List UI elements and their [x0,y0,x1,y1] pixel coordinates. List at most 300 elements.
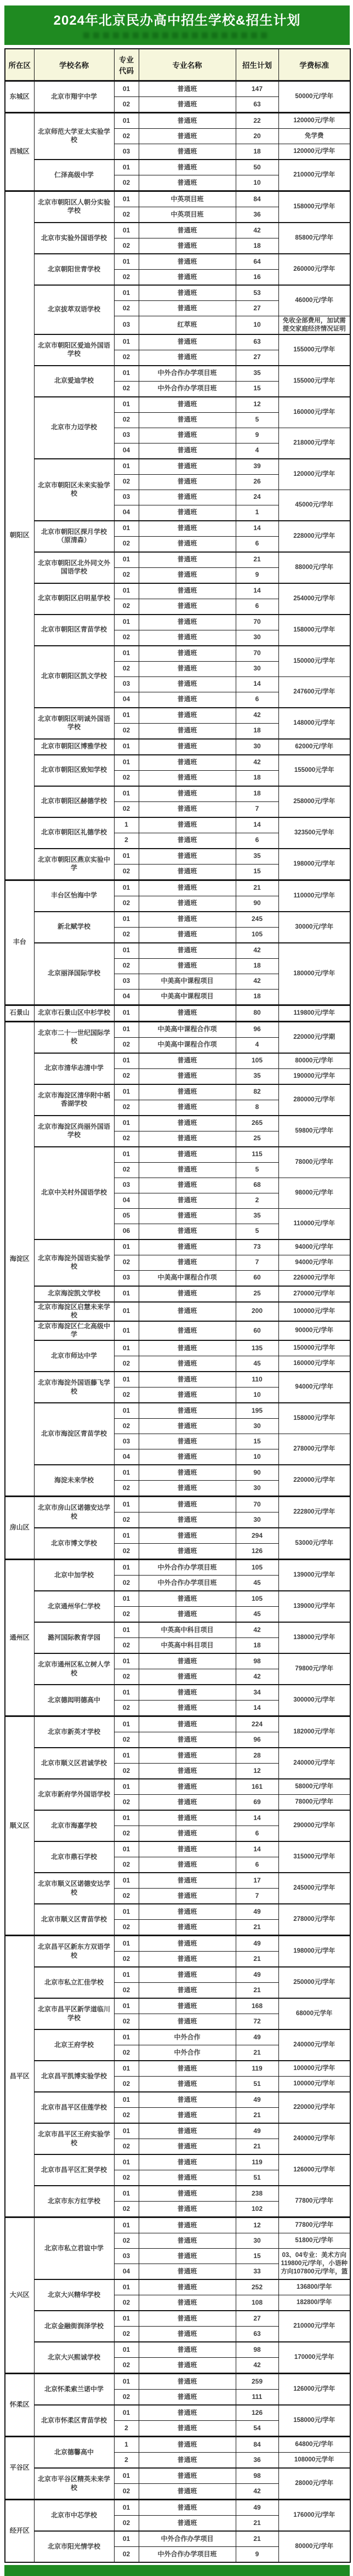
major-name-cell: 普通班 [139,521,236,537]
school-name-cell: 北京市新英才学校 [34,1716,114,1748]
tuition-cell: 158000元/学年 [278,1403,350,1434]
enrollment-plan-cell: 42 [236,974,278,989]
table-row [5,2342,350,2358]
major-code-cell: 02 [114,269,139,285]
major-code-cell: 02 [114,207,139,223]
major-name-cell: 普通班 [139,1748,236,1764]
major-name-cell: 普通班 [139,1653,236,1669]
enrollment-plan-cell: 98 [236,2342,278,2358]
tuition-cell: 240000元/学年 [278,1748,350,1779]
tuition-cell: 270000元/学年 [278,1286,350,1302]
major-name-cell: 普通班 [139,2217,236,2233]
major-code-cell: 01 [114,2186,139,2202]
school-name-cell: 仁泽高级中学 [34,160,114,191]
enrollment-table-body [5,81,350,2562]
col-header-plan: 招生计划 [236,49,278,81]
major-name-cell: 普通班 [139,285,236,301]
major-name-cell: 普通班 [139,2061,236,2077]
major-code-cell: 02 [114,2233,139,2249]
table-row [5,2374,350,2390]
footer-bar [4,2565,350,2576]
enrollment-plan-cell: 70 [236,615,278,630]
enrollment-plan-cell: 14 [236,1841,278,1857]
major-name-cell: 普通班 [139,334,236,350]
enrollment-plan-cell: 45 [236,1356,278,1372]
table-row [5,191,350,207]
major-code-cell: 02 [114,2295,139,2311]
major-name-cell: 中美高中课程项目 [139,974,236,989]
tuition-cell: 94000元/学年 [278,1255,350,1270]
table-row [5,2500,350,2516]
major-code-cell: 01 [114,223,139,238]
major-name-cell: 普通班 [139,552,236,568]
table-row [5,1936,350,1952]
enrollment-plan-cell: 49 [236,2500,278,2516]
school-name-cell: 丰台区怡海中学 [34,880,114,912]
enrollment-plan-cell: 2 [236,1193,278,1208]
school-name-cell: 北京市顺义区君诚学校 [34,1748,114,1779]
major-code-cell: 02 [114,1669,139,1685]
enrollment-plan-cell: 63 [236,2327,278,2342]
major-name-cell: 普通班 [139,128,236,144]
major-name-cell: 普通班 [139,1826,236,1842]
table-row [5,615,350,630]
enrollment-plan-cell: 18 [236,1638,278,1654]
major-code-cell: 02 [114,2547,139,2563]
tuition-cell: 100000元/学年 [278,1302,350,1321]
major-code-cell: 01 [114,552,139,568]
major-name-cell: 中美高中课程合作项 [139,1270,236,1286]
tuition-cell: 182000元/学年 [278,1716,350,1748]
major-name-cell: 普通班 [139,2342,236,2358]
major-name-cell: 中外合作 [139,2045,236,2061]
major-code-cell: 02 [114,2077,139,2092]
enrollment-plan-cell: 6 [236,1857,278,1873]
major-name-cell: 普通班 [139,412,236,428]
major-code-cell: 03 [114,316,139,334]
enrollment-plan-cell: 108 [236,2295,278,2311]
tuition-cell: 50000元/学年 [278,81,350,112]
major-code-cell: 03 [114,428,139,443]
major-code-cell: 02 [114,1764,139,1779]
major-name-cell: 普通班 [139,2264,236,2280]
page [0,5,353,2576]
tuition-cell: 110000元/学年 [278,880,350,912]
major-code-cell: 01 [114,1116,139,1131]
major-name-cell: 普通班 [139,1920,236,1936]
enrollment-plan-cell: 35 [236,1208,278,1224]
enrollment-plan-cell: 21 [236,552,278,568]
district-cell: 海淀区 [5,1021,34,1496]
enrollment-plan-cell: 49 [236,1967,278,1983]
tuition-cell: 30000元/学年 [278,912,350,943]
enrollment-plan-cell: 39 [236,459,278,475]
enrollment-plan-cell: 49 [236,2029,278,2045]
major-code-cell: 01 [114,160,139,175]
tuition-cell: 158000元/学年 [278,191,350,223]
school-name-cell: 北京金融街润泽学校 [34,2311,114,2342]
major-name-cell: 普通班 [139,459,236,475]
enrollment-plan-cell: 21 [236,1952,278,1967]
enrollment-plan-cell: 42 [236,223,278,238]
enrollment-plan-cell: 21 [236,2045,278,2061]
enrollment-plan-cell: 30 [236,1419,278,1434]
major-name-cell: 普通班 [139,1685,236,1701]
enrollment-plan-cell: 238 [236,2186,278,2202]
major-name-cell: 普通班 [139,1967,236,1983]
major-code-cell: 01 [114,708,139,724]
major-name-cell: 普通班 [139,583,236,599]
major-code-cell: 02 [114,2358,139,2374]
major-code-cell: 2 [114,833,139,849]
major-name-cell: 普通班 [139,2139,236,2155]
major-code-cell: 03 [114,1434,139,1449]
school-name-cell: 北京市朝阳区赫德学校 [34,786,114,817]
table-row [5,1084,350,1100]
col-header-tuition: 学费标准 [278,49,350,81]
enrollment-plan-cell: 6 [236,536,278,552]
major-name-cell: 中美高中课程项目 [139,989,236,1005]
major-code-cell: 02 [114,630,139,646]
tuition-cell: 150000元/学年 [278,1340,350,1356]
school-name-cell: 北京朝阳世青学校 [34,254,114,285]
major-name-cell: 普通班 [139,1068,236,1084]
enrollment-plan-cell: 21 [236,1920,278,1936]
table-row [5,880,350,896]
table-row [5,2123,350,2139]
enrollment-plan-cell: 17 [236,1873,278,1889]
major-name-cell: 普通班 [139,880,236,896]
major-name-cell: 普通班 [139,223,236,238]
major-code-cell: 02 [114,128,139,144]
enrollment-plan-cell: 30 [236,661,278,676]
tuition-cell: 139000元/学年 [278,1560,350,1591]
school-name-cell: 北京市新府学外国语学校 [34,1779,114,1810]
major-code-cell: 01 [114,2061,139,2077]
enrollment-plan-cell: 72 [236,2014,278,2030]
enrollment-plan-cell: 30 [236,1481,278,1497]
major-name-cell: 普通班 [139,1131,236,1147]
major-code-cell: 02 [114,350,139,366]
tuition-cell: 免收全部费用，加试需提交家庭经济情况证明 [278,316,350,334]
major-name-cell: 普通班 [139,397,236,413]
enrollment-plan-cell: 51 [236,2077,278,2092]
major-name-cell: 普通班 [139,1591,236,1607]
enrollment-plan-cell: 30 [236,739,278,755]
tuition-cell: 150000元/学年 [278,646,350,677]
tuition-cell: 120000元/学年 [278,112,350,128]
major-name-cell: 普通班 [139,1795,236,1811]
major-name-cell: 普通班 [139,1208,236,1224]
major-name-cell: 普通班 [139,2453,236,2469]
major-code-cell: 02 [114,958,139,974]
major-code-cell: 01 [114,1372,139,1387]
major-name-cell: 普通班 [139,2295,236,2311]
major-code-cell: 02 [114,1952,139,1967]
school-name-cell: 北京市昌平区佳莲学校 [34,2092,114,2123]
enrollment-plan-cell: 14 [236,583,278,599]
enrollment-plan-cell: 35 [236,1068,278,1084]
tuition-cell: 158000元/学年 [278,615,350,646]
major-code-cell: 03 [114,1178,139,1193]
school-name-cell: 北京通州华仁学校 [34,1591,114,1622]
tuition-cell: 77800元/学年 [278,2217,350,2233]
major-code-cell: 01 [114,1841,139,1857]
major-code-cell: 02 [114,381,139,397]
school-name-cell: 北京市顺义区诺德安达学校 [34,1873,114,1904]
school-name-cell: 北京市清华志清中学 [34,1053,114,1084]
table-row [5,334,350,350]
major-name-cell: 普通班 [139,2468,236,2484]
major-code-cell: 02 [114,300,139,316]
enrollment-plan-cell: 18 [236,144,278,160]
school-name-cell: 北京市博文学校 [34,1528,114,1560]
major-name-cell: 普通班 [139,770,236,786]
table-row [5,552,350,568]
table-row [5,1779,350,1795]
major-code-cell: 05 [114,1208,139,1224]
major-name-cell: 普通班 [139,1841,236,1857]
major-code-cell: 02 [114,2327,139,2342]
major-code-cell: 01 [114,191,139,207]
major-code-cell: 01 [114,2500,139,2516]
major-name-cell: 普通班 [139,708,236,724]
tuition-cell: 03、04专业：美术方向119800元/学年，小语种方向107800元/学年，篮 [278,2249,350,2280]
major-code-cell: 02 [114,1419,139,1434]
tuition-cell: 100000元/学年 [278,2077,350,2092]
enrollment-plan-cell: 12 [236,2217,278,2233]
enrollment-plan-cell: 18 [236,770,278,786]
major-name-cell: 普通班 [139,646,236,662]
major-code-cell: 01 [114,1286,139,1302]
tuition-cell: 220000元/学年 [278,2092,350,2123]
major-code-cell: 01 [114,786,139,802]
major-name-cell: 普通班 [139,2374,236,2390]
district-cell: 怀柔区 [5,2374,34,2437]
major-name-cell: 红萃班 [139,316,236,334]
enrollment-plan-cell: 30 [236,630,278,646]
major-name-cell: 普通班 [139,801,236,817]
enrollment-plan-cell: 36 [236,2453,278,2469]
major-name-cell: 中英项目班 [139,207,236,223]
major-code-cell: 01 [114,1904,139,1920]
enrollment-plan-cell: 4 [236,443,278,459]
major-name-cell: 普通班 [139,567,236,583]
major-name-cell: 普通班 [139,1497,236,1512]
enrollment-plan-cell: 16 [236,269,278,285]
major-code-cell: 04 [114,2264,139,2280]
major-name-cell: 普通班 [139,2358,236,2374]
school-name-cell: 北京市朝阳区明诚外国语学校 [34,708,114,739]
tuition-cell: 218000元/学年 [278,428,350,459]
major-code-cell: 02 [114,1356,139,1372]
enrollment-plan-cell: 168 [236,1998,278,2014]
major-name-cell: 普通班 [139,1716,236,1732]
school-name-cell: 北京市平谷区精英未来学校 [34,2468,114,2500]
col-header-school: 学校名称 [34,49,114,81]
tuition-cell: 免学费 [278,128,350,144]
major-name-cell: 普通班 [139,1669,236,1685]
major-code-cell: 01 [114,646,139,662]
major-name-cell: 普通班 [139,1053,236,1069]
table-row [5,2279,350,2295]
enrollment-plan-cell: 70 [236,1497,278,1512]
major-code-cell: 01 [114,1084,139,1100]
school-name-cell: 北京中加学校 [34,1560,114,1591]
major-name-cell: 普通班 [139,474,236,490]
major-code-cell: 02 [114,175,139,191]
major-name-cell: 普通班 [139,1465,236,1481]
major-name-cell: 普通班 [139,2484,236,2500]
major-code-cell: 01 [114,285,139,301]
major-code-cell: 04 [114,692,139,708]
major-name-cell: 普通班 [139,2327,236,2342]
table-row [5,943,350,959]
enrollment-plan-cell: 84 [236,2437,278,2453]
major-code-cell: 01 [114,112,139,128]
major-code-cell: 01 [114,2468,139,2484]
major-name-cell: 中英高中科目项目 [139,1622,236,1638]
major-code-cell: 01 [114,2279,139,2295]
major-name-cell: 普通班 [139,96,236,112]
enrollment-plan-cell: 126 [236,1544,278,1560]
school-name-cell: 北京市朝阳区博雅学校 [34,739,114,755]
enrollment-plan-cell: 27 [236,350,278,366]
tuition-cell: 254000元/学年 [278,583,350,615]
school-name-cell: 北京市海淀外国语藤飞学校 [34,1372,114,1403]
tuition-cell: 240000元/学年 [278,2123,350,2154]
major-name-cell: 普通班 [139,1904,236,1920]
enrollment-plan-cell: 49 [236,1936,278,1952]
major-name-cell: 普通班 [139,2233,236,2249]
major-code-cell: 02 [114,2045,139,2061]
major-code-cell: 02 [114,1826,139,1842]
tuition-cell: 64800元/学年 [278,2437,350,2453]
major-name-cell: 普通班 [139,254,236,270]
enrollment-plan-cell: 147 [236,81,278,96]
major-code-cell: 02 [114,1889,139,1904]
enrollment-plan-cell: 80 [236,1005,278,1021]
district-cell: 顺义区 [5,1716,34,1936]
enrollment-plan-cell: 42 [236,755,278,771]
tuition-cell: 58000元/学年 [278,1779,350,1795]
major-name-cell: 普通班 [139,1983,236,1999]
major-code-cell: 01 [114,943,139,959]
major-name-cell: 普通班 [139,2077,236,2092]
major-code-cell: 01 [114,1302,139,1321]
major-name-cell: 普通班 [139,1005,236,1021]
enrollment-plan-cell: 14 [236,1810,278,1826]
enrollment-plan-cell: 18 [236,786,278,802]
major-code-cell: 01 [114,1147,139,1163]
major-name-cell: 普通班 [139,2108,236,2124]
major-name-cell: 普通班 [139,661,236,676]
major-name-cell: 普通班 [139,1857,236,1873]
enrollment-plan-cell: 10 [236,316,278,334]
district-cell: 西城区 [5,112,34,191]
enrollment-plan-cell: 12 [236,397,278,413]
major-name-cell: 普通班 [139,2437,236,2453]
major-code-cell: 01 [114,1560,139,1576]
major-code-cell: 02 [114,723,139,739]
major-name-cell: 普通班 [139,849,236,865]
enrollment-plan-cell: 1 [236,505,278,521]
tuition-cell: 98000元/学年 [278,1178,350,1208]
tuition-cell: 80000元/学年 [278,1053,350,1069]
enrollment-plan-cell: 115 [236,1147,278,1163]
enrollment-plan-cell: 7 [236,1889,278,1904]
tuition-cell: 28000元/学年 [278,2468,350,2500]
major-code-cell: 03 [114,2249,139,2264]
major-code-cell: 01 [114,849,139,865]
major-code-cell: 03 [114,144,139,160]
major-code-cell: 01 [114,1465,139,1481]
school-name-cell: 北京爱迪学校 [34,366,114,397]
major-code-cell: 02 [114,2516,139,2532]
school-name-cell: 北京市翔宇中学 [34,81,114,112]
enrollment-plan-cell: 14 [236,1701,278,1716]
major-name-cell: 普通班 [139,2170,236,2186]
enrollment-plan-cell: 21 [236,2108,278,2124]
tuition-cell: 247600元/学年 [278,676,350,708]
school-name-cell: 北京海淀凯文学校 [34,1286,114,1302]
major-name-cell: 普通班 [139,1302,236,1321]
major-code-cell: 01 [114,1005,139,1021]
tuition-cell: 126000元/学年 [278,2154,350,2186]
school-name-cell: 北京市东方红学校 [34,2186,114,2217]
table-row [5,1653,350,1669]
enrollment-plan-cell: 42 [236,1622,278,1638]
major-name-cell: 普通班 [139,1434,236,1449]
tuition-cell: 258000元/学年 [278,786,350,817]
school-name-cell: 北京市海淀区青苗学校 [34,1403,114,1465]
major-name-cell: 普通班 [139,1701,236,1716]
enrollment-plan-cell: 4 [236,1037,278,1053]
tuition-cell: 120000元/学年 [278,459,350,490]
major-code-cell: 02 [114,1544,139,1560]
major-code-cell: 06 [114,1224,139,1239]
tuition-cell: 160000元/学年 [278,397,350,428]
major-name-cell: 普通班 [139,739,236,755]
school-name-cell: 新北赋学校 [34,912,114,943]
major-code-cell: 02 [114,927,139,943]
major-name-cell: 普通班 [139,2249,236,2264]
major-name-cell: 中外合作办学项目班 [139,2547,236,2563]
district-cell: 丰台 [5,880,34,1005]
table-row [5,1116,350,1131]
tuition-cell: 198000元/学年 [278,849,350,880]
enrollment-plan-cell: 45 [236,1607,278,1623]
major-name-cell: 普通班 [139,1419,236,1434]
table-row [5,1302,350,1321]
tuition-cell: 260000元/学年 [278,254,350,285]
major-name-cell: 普通班 [139,958,236,974]
tuition-cell: 155000元/学年 [278,366,350,397]
major-name-cell: 普通班 [139,1387,236,1403]
major-code-cell: 02 [114,2014,139,2030]
enrollment-plan-cell: 34 [236,1685,278,1701]
enrollment-plan-cell: 73 [236,1239,278,1255]
tuition-cell: 198000元/学年 [278,1936,350,1967]
major-code-cell: 02 [114,1920,139,1936]
major-code-cell: 02 [114,567,139,583]
major-code-cell: 02 [114,1512,139,1528]
enrollment-plan-cell: 110 [236,1372,278,1387]
tuition-cell: 278000元/学年 [278,1434,350,1465]
enrollment-plan-cell: 9 [236,567,278,583]
table-row [5,1528,350,1544]
tuition-cell: 85800元/学年 [278,223,350,254]
